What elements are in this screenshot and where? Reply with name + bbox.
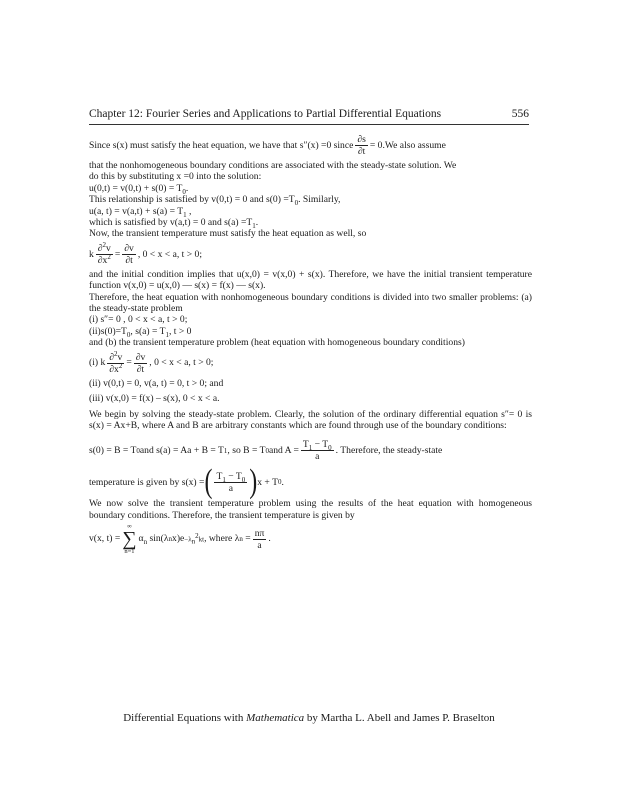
text-line: u(a, $t) = v(a,t) + s(a) = T_1$ , — [89, 205, 192, 219]
page-header — [89, 108, 529, 124]
text-line: (iii) v(x,0) = f(x) – s(x), 0 < x < a. — [89, 393, 220, 405]
paragraph: Therefore, the heat equation with nonhomogeneous boundary conditions is divided into two smaller problems: (a) the steady-state problem — [89, 291, 532, 315]
heat-equation-2: (i) k $\frac{\partial^2v}{\partial x^2}$ = $\frac{\partial v}{\partial t}$ , 0 < x < a, t > 0; — [89, 349, 214, 375]
text-line: which is satisfied by v(a,t) = 0 and $s(a) =T_1$. — [89, 217, 259, 230]
transient-solution: v(x, t) = ∞ ∑ n=1 $\alpha_n$ sin(λ n x)e $-\lambda_n^2kt$ , where λ n = $\frac{n\pi}{a}$ . — [89, 523, 271, 556]
paragraph: We begin by solving the steady-state problem. Clearly, the solution of the ordinary differential equation s″= 0 is s(x) = Ax+B, where A and B are arbitrary constants which are found through use of the boundary conditions: — [89, 408, 532, 431]
text-line: (ii) v(0,t) = 0, v(a, t) = 0, t > 0; and — [89, 377, 224, 389]
text-line: that the nonhomogeneous boundary conditions are associated with the steady-state solution. We — [89, 160, 457, 171]
text-line: and (b) the transient temperature problem (heat equation with homogeneous boundary conditions) — [89, 337, 465, 349]
ds-dt-fraction: $\frac{\partial s}{\partial t}$ — [357, 134, 366, 157]
paragraph: and the initial condition implies that u(x,0) = v(x,0) + s(x). Therefore, we have the initial transient temperature function v(x,0) = u(x,0) — s(x) = f(x) — s(x). — [89, 268, 532, 292]
text-line: Now, the transient temperature must satisfy the heat equation as well, so — [89, 228, 367, 240]
heat-equation-1: k $\frac{\partial^2v}{\partial x^2}$ = $\frac{\partial v}{\partial t}$ , 0 < x < a, t > 0; — [89, 240, 203, 266]
steady-state-solution: temperature is given by s(x) = ( $\frac{T_1 - T_0}{a}$ ) x + T 0 . — [89, 464, 284, 501]
boundary-solution-line: s(0) = B = T 0 and s(a) = Aa + B = T 1 , so B = T 0 and A = $\frac{T_1 - T_0}{a}$ . Therefore, the steady-state — [89, 439, 443, 463]
line-steady-state-intro: Since s(x) must satisfy the heat equation, we have that s″(x) =0 since $\frac{\partial s}{\partial t}$ = 0.We also assume — [89, 134, 446, 157]
text-line: do this by substituting x =0 into the solution: — [89, 171, 262, 183]
text-line: $u(0,t) = v(0,t) + s(0) = T_0$. — [89, 182, 189, 196]
header-rule — [89, 124, 529, 125]
page-footer: Differential Equations with Mathematica by Martha L. Abell and James P. Braselton — [123, 712, 495, 724]
chapter-title: Chapter 12: Fourier Series and Applications to Partial Differential Equations — [89, 108, 442, 120]
text-line: (i) s″= 0 , 0 < x < a, t > 0; — [89, 314, 188, 326]
page-number: 556 — [511, 108, 529, 120]
paragraph: We now solve the transient temperature problem using the results of the heat equation with homogeneous boundary conditions. Therefore, the transient temperature is given by — [89, 498, 532, 521]
text-line: $(ii)s(0)=T_0$, $s(a) = T_1$, t > 0 — [89, 325, 192, 339]
text-line: This relationship is satisfied by v(0,t) = 0 and $s(0) =T_0$. Similarly, — [89, 194, 341, 208]
page-body — [89, 131, 532, 558]
